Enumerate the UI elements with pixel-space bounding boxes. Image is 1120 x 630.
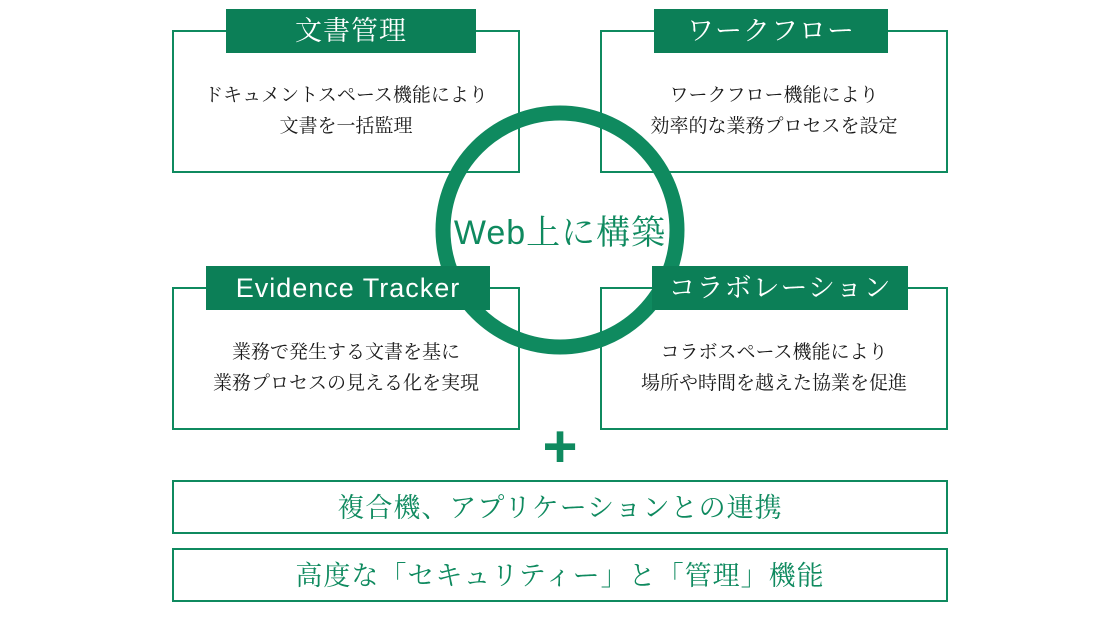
- card-body-line: 場所や時間を越えた協業を促進: [640, 373, 907, 394]
- card-body-line: 効率的な業務プロセスを設定: [650, 116, 898, 137]
- card-body-line: 業務プロセスの見える化を実現: [212, 373, 479, 394]
- plus-icon: +: [542, 413, 578, 480]
- bottom-bar-security: 高度な「セキュリティー」と「管理」機能: [172, 548, 948, 602]
- card-title-collaboration: コラボレーション: [652, 266, 908, 310]
- card-body-line: 業務で発生する文書を基に: [231, 342, 460, 363]
- card-body-line: ワークフロー機能により: [669, 85, 879, 106]
- card-body-workflow: [608, 80, 940, 142]
- card-body-evidence-tracker: [180, 337, 512, 399]
- card-body-line: 文書を一括監理: [279, 116, 413, 137]
- card-title-document-management: 文書管理: [226, 9, 476, 53]
- center-label: Web上に構築: [453, 214, 667, 252]
- card-body-line: コラボスペース機能により: [660, 342, 888, 363]
- card-title-evidence-tracker: Evidence Tracker: [206, 266, 490, 310]
- card-body-document-management: [180, 80, 512, 142]
- card-body-collaboration: [608, 337, 940, 399]
- bottom-bar-integration: 複合機、アプリケーションとの連携: [172, 480, 948, 534]
- card-title-workflow: ワークフロー: [654, 9, 888, 53]
- card-body-line: ドキュメントスペース機能により: [204, 85, 488, 106]
